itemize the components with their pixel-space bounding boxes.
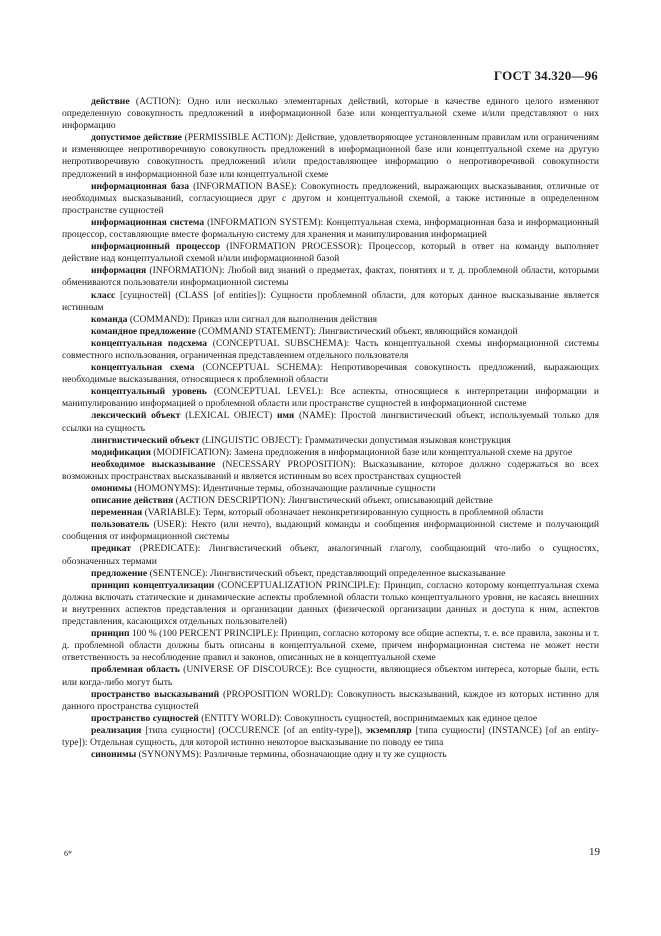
entry-term: синонимы [91,749,137,761]
entry-definition: (NECESSARY PROPOSITION): Высказывание, которое должно содержаться во всех возможных пространствах высказываний и является истинным во всех пространствах сущностей [62,458,599,482]
glossary-entry [62,725,599,749]
entry-definition: (LEXICAL OBJECT) [180,410,277,422]
entry-definition: (SENTENCE): Лингвистический объект, представляющий определенное высказывание [147,567,506,579]
glossary-entry [62,568,599,580]
glossary-entry [62,181,599,217]
entry-definition: (NAME): Простой лингвистический объект, используемый только для ссылки на сущность [62,410,599,434]
entry-definition: (MODIFICATION): Замена предложения в информационной базе или концептуальной схеме на другое [150,446,573,458]
glossary-entry [62,435,599,447]
glossary-entry [62,217,599,241]
entry-term: лингвистический объект [91,434,200,446]
entry-definition: (UNIVERSE OF DISCOURCE): Все сущности, являющиеся объектом интереса, которые были, есть или когда-либо могут быть [62,664,599,688]
entry-term: пространство сущностей [91,712,199,724]
entry-term: омонимы [91,483,132,494]
entry-definition: (PERMISSIBLE ACTION): Действие, удовлетворяющее установленным правилам или ограничениям и изменяющее непротиворечивую совокупность предложений в информационной базе или концептуальной схеме на другую непротиворечивую совокупность предложений и/или предоставляющее информацию о непротиворечивой совокупности предложений в информационной базе или концептуальной схеме [62,132,599,180]
entry-definition: (PROPOSITION WORLD): Совокупность высказываний, каждое из которых истинно для данного пространства сущностей [62,688,599,712]
glossary-entry [62,507,599,519]
glossary-entry [62,241,599,265]
entry-term: предикат [91,543,132,555]
entry-term: имя [276,410,295,422]
glossary-entry [62,495,599,507]
glossary-entry [62,410,599,434]
entry-definition: (INFORMATION PROCESSOR): Процессор, который в ответ на команду выполняет действие над концептуальной схемой и/или информационной базой [62,241,599,265]
entry-definition: (CONCEPTUAL SCHEMA): Непротиворечивая совокупность предложений, выражающих необходимые высказывания, относящиеся к проблемной области [62,362,599,386]
glossary-entry [62,749,599,761]
entry-definition: [типа сущности] (INSTANCE) [of an entity-type]): Отдельная сущность, для которой истинно некоторое высказывание по поводу ее типа [62,724,599,748]
glossary-entry [62,580,599,628]
glossary-entry [62,326,599,338]
glossary-body [62,96,599,761]
entry-definition: (SYNONYMS): Различные термины, обозначающие одну и ту же сущность [136,749,447,761]
glossary-entry [62,628,599,664]
glossary-entry [62,96,599,132]
glossary-entry [62,664,599,688]
entry-term: пространство высказываний [91,688,220,700]
entry-definition: (CONCEPTUAL LEVEL): Все аспекты, относящиеся к интерпретации информации и манипулированию информацией о проблемной области или пространстве сущностей в информационной системе [62,386,599,410]
glossary-entry [62,362,599,386]
entry-term: переменная [91,507,143,519]
entry-term: пользователь [91,519,150,531]
entry-term: класс [91,289,116,301]
entry-term: принцип [91,628,130,640]
standard-header: ГОСТ 34.320—96 [493,68,598,83]
entry-term: информационный процессор [91,241,221,253]
entry-term: команда [91,313,128,325]
glossary-entry [62,338,599,362]
entry-term: концептуальная схема [91,362,195,374]
entry-definition: [типа сущности] (OCCURENCE [of an entity-type]), [141,724,367,736]
entry-definition: (HOMONYMS): Идентичные термы, обозначающие различные сущности [131,483,436,494]
entry-term: лексический объект [91,410,181,422]
entry-definition: (USER): Некто (или нечто), выдающий команды и сообщения информационной системе и получающий сообщения от информационной системы [62,519,599,543]
page-number: 19 [589,846,600,858]
glossary-entry [62,713,599,725]
entry-definition: [сущностей] (CLASS [of entities]): Сущности проблемной области, для которых данное высказывание является истинным [62,289,599,313]
entry-definition: (INFORMATION BASE): Совокупность предложений, выражающих высказывания, отличные от необходимых высказываний, согласующиеся друг с другом и концептуальной схемой, а также истинные в определенном пространстве сущностей [62,180,599,216]
glossary-entry [62,543,599,567]
entry-term: действие [91,96,130,107]
glossary-entry [62,265,599,289]
entry-definition: (LINGUISTIC OBJECT): Грамматически допустимая языковая конструкция [199,434,511,446]
glossary-entry [62,386,599,410]
entry-term: реализация [91,724,142,736]
glossary-entry [62,519,599,543]
entry-definition: (PREDICATE): Лингвистический объект, аналогичный глаголу, сообщающий что-либо о сущностях, обозначенных термами [62,543,599,567]
entry-term: концептуальная подсхема [91,337,208,349]
glossary-entry [62,314,599,326]
entry-term: информационная система [91,216,205,228]
entry-term: концептуальный уровень [91,386,207,398]
glossary-entry [62,459,599,483]
glossary-entry [62,447,599,459]
entry-term: необходимое высказывание [91,458,216,470]
entry-term: описание действия [91,495,174,507]
entry-term: информация [91,265,147,277]
entry-definition: (CONCEPTUALIZATION PRINCIPLE): Принцип, согласно которому концептуальная схема должна включать статические и динамические аспекты проблемной области только концептуального уровня, не касаясь внешних и внутренних аспектов представления и организации данных (физической организации данных и доступа к ним, аспектов представления, касающихся отдельных пользователей) [62,579,599,628]
entry-definition: (COMMAND): Приказ или сигнал для выполнения действия [127,313,378,325]
entry-term: модификация [91,446,151,458]
entry-definition: (ENTITY WORLD): Совокупность сущностей, воспринимаемых как единое целое [198,712,538,724]
entry-definition: (ACTION): Одно или несколько элементарных действий, которые в качестве единого целого изменяют определенную совокупность предложений в информационной базе или концептуальной схеме и/или представляют о них информацию [62,96,599,132]
entry-term: командное предложение [91,325,196,337]
entry-term: экземпляр [366,724,412,736]
glossary-entry [62,132,599,180]
glossary-entry [62,483,599,495]
glossary-entry [62,290,599,314]
entry-definition: (INFORMATION): Любой вид знаний о предметах, фактах, понятиях и т. д. проблемной области, которыми обмениваются пользователи информационной системы [62,265,599,289]
entry-term: допустимое действие [91,132,182,144]
entry-term: проблемная область [91,664,180,676]
entry-definition: (VARIABLE): Терм, который обозначает неконкретизированную сущность в проблемной области [142,507,544,519]
entry-definition: (COMMAND STATEMENT): Лингвистический объект, являющийся командой [195,325,518,337]
entry-definition: 100 % (100 PERCENT PRINCIPLE): Принцип, согласно которому все общие аспекты, т. е. все правила, законы и т. д. проблемной области должны быть описаны в концептуальной схеме, причем информационная система не может нести ответственность за несоблюдение правил и законов, описанных не в концептуальной схеме [62,628,599,664]
entry-term: принцип концептуализации [91,579,215,591]
glossary-entry [62,689,599,713]
entry-definition: (INFORMATION SYSTEM): Концептуальная схема, информационная база и информационный процессор, составляющие вместе формальную систему для хранения и манипулирования информацией [62,216,599,241]
footer-mark: 6* [64,849,72,858]
entry-term: информационная база [91,180,190,192]
entry-definition: (CONCEPTUAL SUBSCHEMA): Часть концептуальной схемы информационной системы совместного использования, ограниченная представлением отдельного пользователя [62,337,599,361]
entry-term: предложение [91,567,148,579]
entry-definition: (ACTION DESCRIPTION): Лингвистический объект, описывающий действие [173,495,493,507]
